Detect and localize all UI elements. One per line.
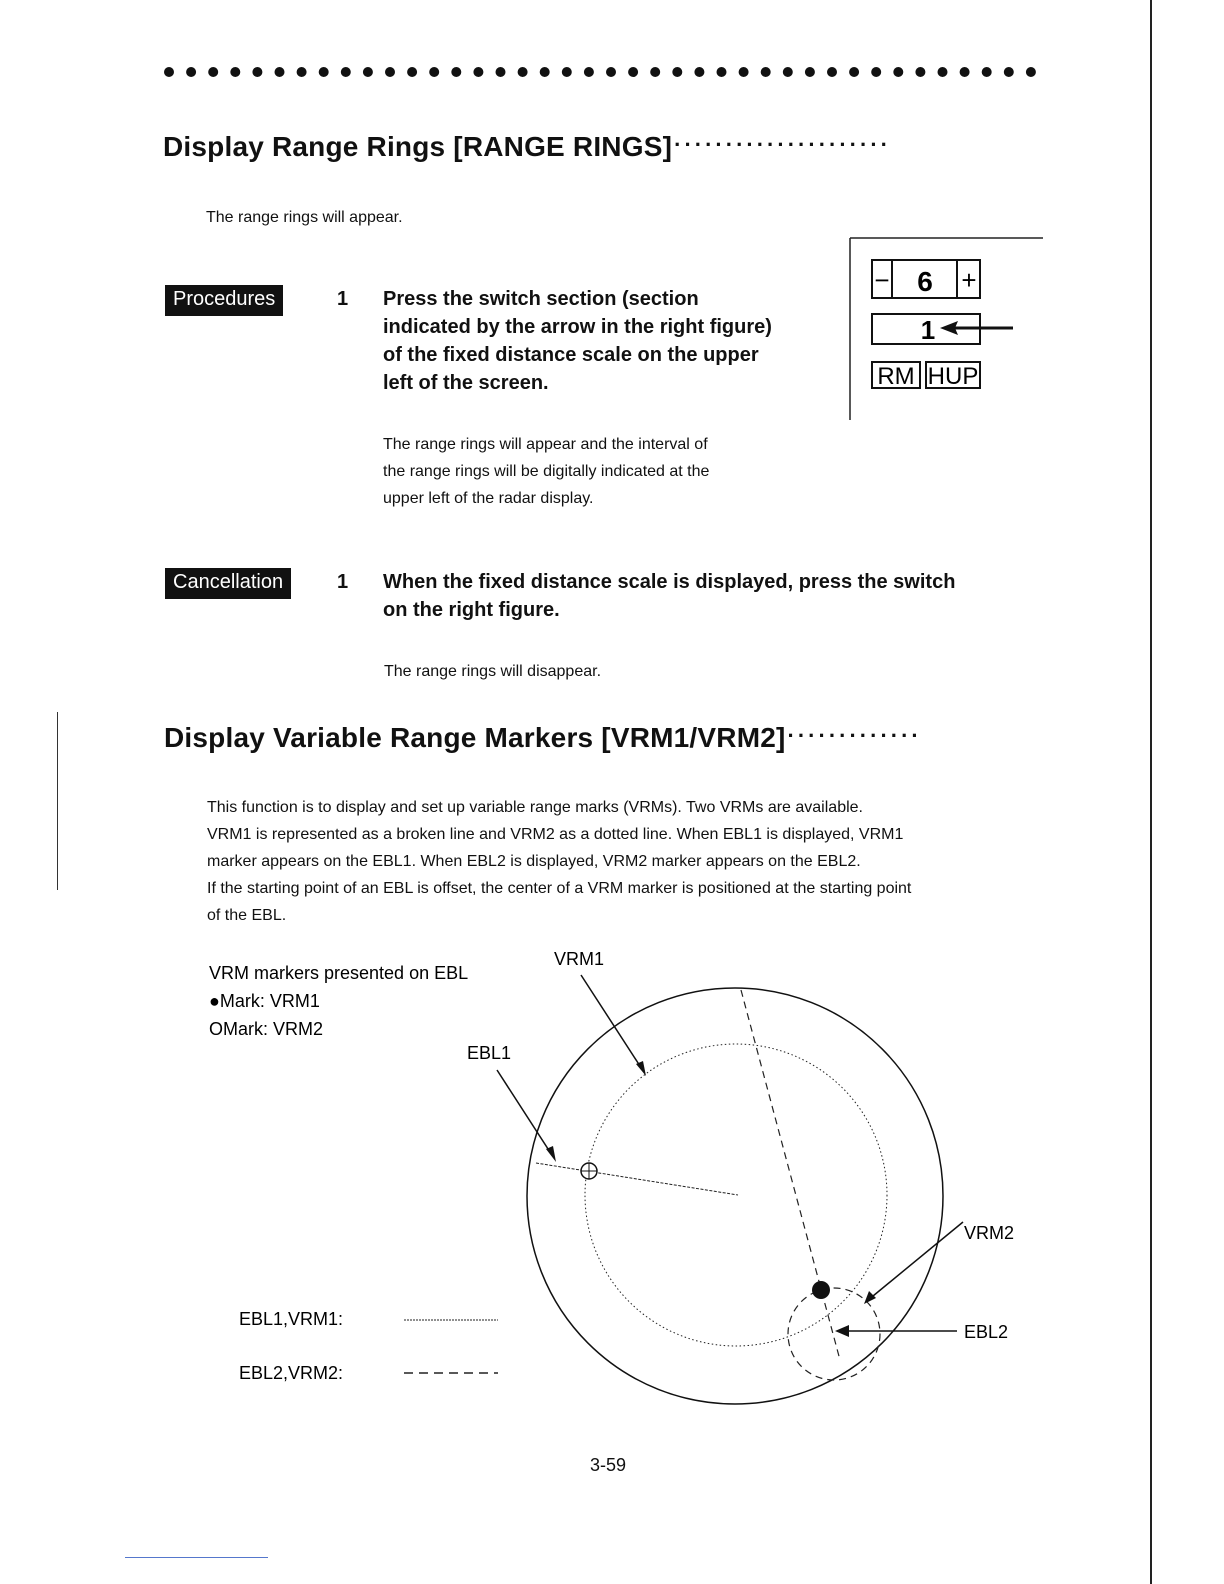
page-number: 3-59 — [589, 1455, 627, 1475]
rule-dot — [672, 67, 682, 77]
rule-dot — [982, 67, 992, 77]
mode-rm-label: RM — [877, 363, 915, 390]
vrm-description-line: VRM1 is represented as a broken line and VRM2 as a dotted line. When EBL1 is displayed, VRM1 — [207, 826, 904, 843]
vrm2-leader-line — [873, 1222, 963, 1296]
legend-mark-vrm1: ●Mark: VRM1 — [209, 991, 320, 1011]
procedure-note-line: The range rings will appear and the interval of — [383, 436, 708, 453]
rule-dot — [717, 67, 727, 77]
ebl1-leader-line — [497, 1070, 550, 1152]
rule-dot — [893, 67, 903, 77]
rule-dot — [783, 67, 793, 77]
procedure-step-line: of the fixed distance scale on the upper — [383, 344, 759, 366]
cancellation-badge: Cancellation — [165, 568, 291, 599]
rule-dot — [319, 67, 329, 77]
rule-dot — [606, 67, 616, 77]
rule-dot — [650, 67, 660, 77]
rule-dot — [960, 67, 970, 77]
vrm-description-line: of the EBL. — [207, 907, 287, 924]
range-plus-button[interactable]: + — [961, 265, 977, 295]
cancellation-note: The range rings will disappear. — [384, 663, 602, 680]
rule-dot — [739, 67, 749, 77]
rule-dot — [761, 67, 771, 77]
procedure-step-line: Press the switch section (section — [383, 288, 699, 310]
rule-dot — [518, 67, 528, 77]
range-value: 6 — [917, 266, 933, 297]
legend-ebl1-vrm1-label: EBL1,VRM1: — [239, 1309, 344, 1329]
rule-dot — [827, 67, 837, 77]
rule-dot — [385, 67, 395, 77]
label-vrm1: VRM1 — [554, 949, 605, 969]
vrm-description-line: If the starting point of an EBL is offset, the center of a VRM marker is positioned at the starting point — [207, 880, 912, 897]
rule-dot — [849, 67, 859, 77]
rule-dot — [363, 67, 373, 77]
footnote-rule — [125, 1557, 268, 1558]
rule-dot — [429, 67, 439, 77]
section-title-leader: ············· — [787, 723, 922, 748]
rule-dot — [496, 67, 506, 77]
page-edge-line — [1150, 0, 1152, 1584]
ebl1-leader-arrowhead — [546, 1146, 556, 1162]
vrm1-solid-marker — [812, 1281, 830, 1299]
cancellation-step-line: on the right figure. — [383, 599, 560, 621]
range-scale-figure — [848, 236, 1048, 422]
cancellation-step-number: 1 — [337, 571, 349, 593]
rule-dot — [694, 67, 704, 77]
rule-dot — [805, 67, 815, 77]
procedure-note-line: the range rings will be digitally indicated at the — [383, 463, 710, 480]
rule-dot — [562, 67, 572, 77]
rule-dot — [473, 67, 483, 77]
rule-dot — [208, 67, 218, 77]
rule-dot — [230, 67, 240, 77]
rule-dot — [1026, 67, 1036, 77]
rule-dot — [451, 67, 461, 77]
intro-text: The range rings will appear. — [206, 209, 403, 226]
label-vrm2: VRM2 — [964, 1223, 1015, 1243]
label-ebl1: EBL1 — [467, 1043, 512, 1063]
rule-dot — [252, 67, 262, 77]
procedure-step-text — [383, 285, 843, 397]
rule-dot — [628, 67, 638, 77]
label-ebl2: EBL2 — [964, 1322, 1009, 1342]
section-title-range-rings — [163, 131, 891, 163]
section-title-text: Display Variable Range Markers [VRM1/VRM2] — [164, 722, 786, 753]
figure-caption: VRM markers presented on EBL — [209, 963, 469, 983]
rule-dot — [275, 67, 285, 77]
vrm2-leader-arrowhead — [864, 1291, 876, 1304]
procedure-step-line: left of the screen. — [383, 372, 549, 394]
ebl2-leader-arrowhead — [835, 1325, 849, 1337]
legend-mark-vrm2: OMark: VRM2 — [209, 1019, 324, 1039]
change-bar — [57, 712, 58, 890]
procedure-step-number: 1 — [337, 288, 349, 310]
procedures-badge: Procedures — [165, 285, 283, 316]
procedure-step-line: indicated by the arrow in the right figure) — [383, 316, 772, 338]
cancellation-step-text — [383, 568, 1083, 624]
legend-ebl2-vrm2-label: EBL2,VRM2: — [239, 1363, 344, 1383]
rule-dot — [540, 67, 550, 77]
rule-dot — [938, 67, 948, 77]
rule-dot — [186, 67, 196, 77]
section-title-vrm — [164, 722, 922, 754]
range-minus-button[interactable]: − — [874, 265, 890, 295]
ebl1-line — [536, 1163, 738, 1195]
section-title-text: Display Range Rings [RANGE RINGS] — [163, 131, 673, 162]
cancellation-step-line: When the fixed distance scale is displayed, press the switch — [383, 571, 956, 593]
rule-dot — [407, 67, 417, 77]
procedure-note-line: upper left of the radar display. — [383, 490, 594, 507]
ring-interval-value: 1 — [920, 315, 936, 345]
vrm1-leader-line — [581, 975, 640, 1066]
rule-dot — [341, 67, 351, 77]
ebl2-line — [741, 990, 840, 1360]
rule-dot — [584, 67, 594, 77]
vrm-ebl-diagram — [200, 940, 1080, 1420]
procedure-note — [383, 431, 803, 512]
rule-dot — [915, 67, 925, 77]
rule-dot — [164, 67, 174, 77]
vrm-description-line: This function is to display and set up variable range marks (VRMs). Two VRMs are available. — [207, 799, 863, 816]
section-title-leader: ····················· — [674, 132, 891, 157]
rule-dot — [871, 67, 881, 77]
radar-outer-ring — [527, 988, 943, 1404]
dotted-rule — [163, 60, 1048, 84]
vrm-description — [207, 794, 1087, 929]
rule-dot — [1004, 67, 1014, 77]
vrm-description-line: marker appears on the EBL1. When EBL2 is displayed, VRM2 marker appears on the EBL2. — [207, 853, 861, 870]
mode-hup-label: HUP — [927, 363, 979, 390]
rule-dot — [297, 67, 307, 77]
